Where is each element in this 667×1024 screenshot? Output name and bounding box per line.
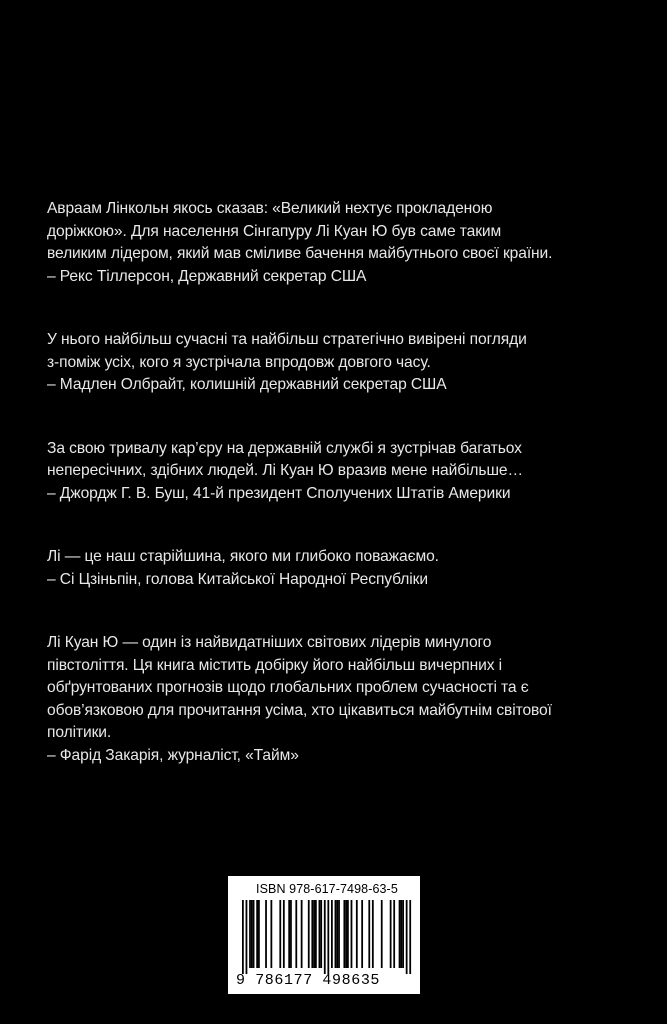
quote-attribution: – Мадлен Олбрайт, колишній державний секретар США xyxy=(47,376,447,393)
barcode-bar xyxy=(343,900,345,968)
barcode-bar xyxy=(399,900,401,968)
quote-bush xyxy=(47,438,647,506)
barcode-bar xyxy=(320,900,322,968)
quote-line: півстоліття. Ця книга містить добірку його найбільш вичерпних і xyxy=(47,656,502,674)
barcode-bar xyxy=(265,900,267,968)
barcode-bar xyxy=(406,900,408,974)
barcode-bar xyxy=(313,900,315,968)
barcode-bar xyxy=(368,900,370,968)
isbn-label: ISBN 978-617-7498-63-5 xyxy=(256,882,398,896)
barcode-bar xyxy=(335,900,337,968)
barcode-bar xyxy=(345,900,347,968)
barcode-bar xyxy=(324,900,326,974)
barcode-bar xyxy=(409,900,411,974)
quote-line: За свою тривалу кар’єру на державній службі я зустрічав багатьох xyxy=(47,439,522,457)
barcode-bar xyxy=(249,900,251,968)
barcode-bar xyxy=(251,900,253,968)
barcode-bar xyxy=(311,900,313,968)
barcode-bar xyxy=(290,900,292,968)
quotes-section xyxy=(47,198,647,808)
barcode-bar xyxy=(381,900,383,968)
barcode-bar xyxy=(372,900,374,968)
quote-line: політики. xyxy=(47,724,112,741)
barcode-bar xyxy=(338,900,340,968)
quote-attribution: – Сі Цзіньпін, голова Китайської Народної Республіки xyxy=(47,570,428,588)
quote-line: з-поміж усіх, кого я зустрічала впродовж довгого часу. xyxy=(47,353,431,371)
barcode-icon xyxy=(234,900,414,974)
barcode-bar xyxy=(361,900,363,968)
barcode-bar xyxy=(402,900,404,968)
quote-attribution: – Фарід Закарія, журналіст, «Тайм» xyxy=(47,746,299,764)
barcode-bar xyxy=(327,900,329,974)
quote-tillerson xyxy=(47,198,647,288)
barcode-bar xyxy=(356,900,358,968)
barcode-bar xyxy=(253,900,255,968)
barcode-bar xyxy=(331,900,333,968)
barcode-bar xyxy=(347,900,349,968)
quote-attribution: – Рекс Тіллерсон, Державний секретар США xyxy=(47,267,367,285)
barcode-bar xyxy=(301,900,303,968)
barcode-bar xyxy=(315,900,317,968)
quote-line: великим лідером, який мав сміливе бачення майбутнього своєї країни. xyxy=(47,245,553,262)
barcode-bar xyxy=(336,900,338,968)
barcode-bar xyxy=(283,900,285,968)
quote-albright xyxy=(47,329,647,397)
barcode-bar xyxy=(242,900,244,974)
quote-line: Авраам Лінкольн якось сказав: «Великий нехтує прокладеною xyxy=(47,200,493,217)
barcode-digits: 9 786177 498635 xyxy=(236,972,381,989)
quote-line: Лі — це наш старійшина, якого ми глибоко поважаємо. xyxy=(47,548,439,565)
barcode-bar xyxy=(319,900,321,968)
barcode-bar xyxy=(393,900,395,968)
barcode-bar xyxy=(288,900,290,968)
barcode-bar xyxy=(295,900,297,968)
barcode-bar xyxy=(279,900,281,968)
barcode-bar xyxy=(400,900,402,968)
quote-line: непересічних, здібних людей. Лі Куан Ю вразив мене найбільше… xyxy=(47,462,523,479)
barcode-bar xyxy=(308,900,310,968)
quote-line: Лі Куан Ю — один із найвидатніших світових лідерів минулого xyxy=(47,634,492,651)
barcode-bar xyxy=(246,900,248,974)
quote-line: доріжкою». Для населення Сінгапуру Лі Куан Ю був саме таким xyxy=(47,222,502,240)
barcode-bar xyxy=(258,900,260,968)
quote-xi xyxy=(47,546,647,591)
quote-line: обґрунтованих прогнозів щодо глобальних проблем сучасності та є xyxy=(47,679,529,696)
barcode-bar xyxy=(390,900,392,968)
quote-attribution: – Джордж Г. В. Буш, 41-й президент Сполучених Штатів Америки xyxy=(47,484,511,502)
barcode-bar xyxy=(256,900,258,968)
quote-line: У нього найбільш сучасні та найбільш стратегічно вивірені погляди xyxy=(47,331,527,348)
barcode-bar xyxy=(270,900,272,968)
barcode-box xyxy=(228,876,420,994)
barcode-bar xyxy=(351,900,353,968)
quote-zakaria xyxy=(47,632,647,767)
quote-line: обов’язковою для прочитання усіма, хто цікавиться майбутнім світової xyxy=(47,701,552,719)
